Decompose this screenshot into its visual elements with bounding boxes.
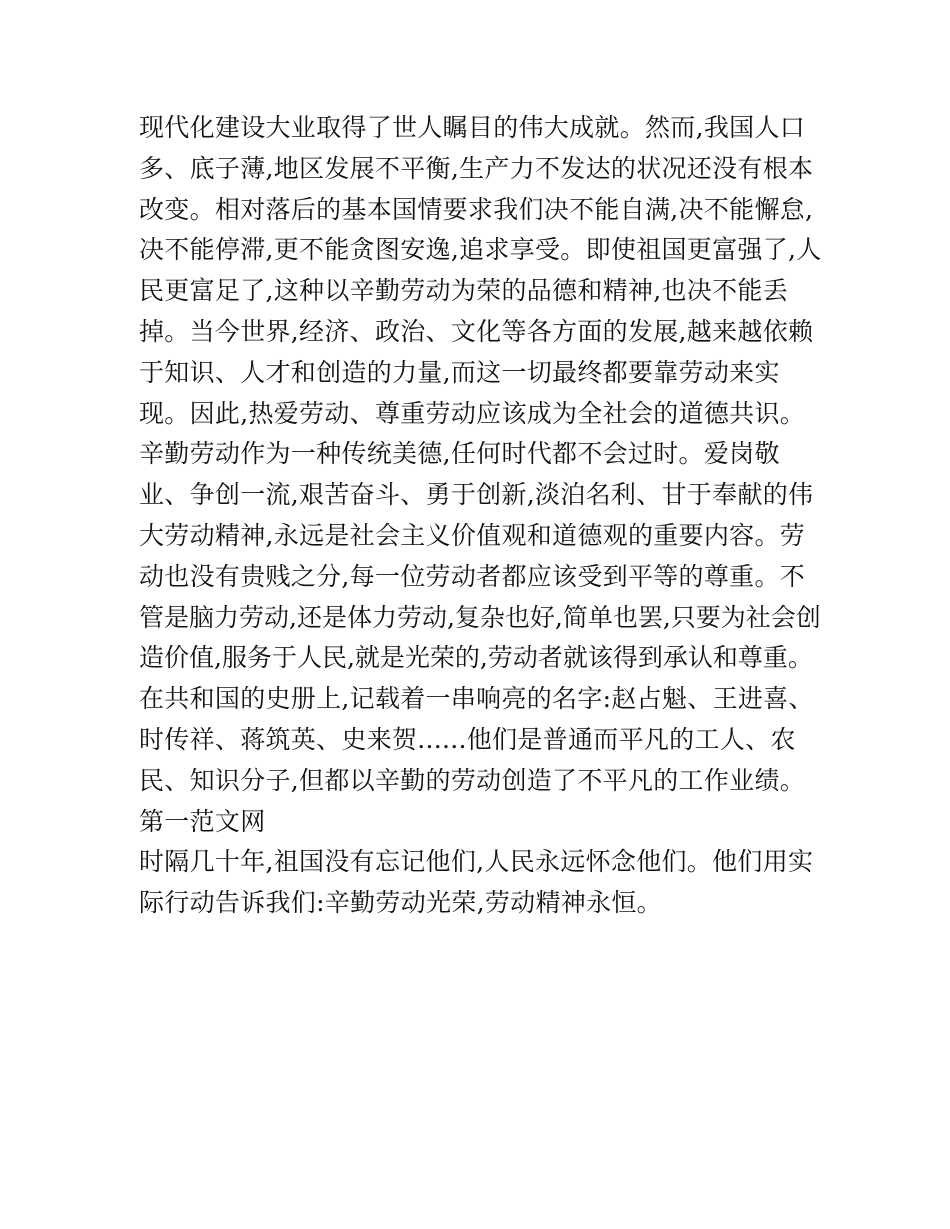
text-line: 动也没有贵贱之分,每一位劳动者都应该受到平等的尊重。不 — [139, 561, 806, 591]
text-line: 改变。相对落后的基本国情要求我们决不能自满,决不能懈怠, — [139, 194, 814, 224]
text-line: 大劳动精神,永远是社会主义价值观和道德观的重要内容。劳 — [139, 520, 806, 550]
text-line: 于知识、人才和创造的力量,而这一切最终都要靠劳动来实 — [139, 357, 780, 387]
text-line: 民、知识分子,但都以辛勤的劳动创造了不平凡的工作业绩。 — [139, 765, 806, 795]
text-line: 造价值,服务于人民,就是光荣的,劳动者就该得到承认和尊重。 — [139, 643, 813, 673]
text-line: 现。因此,热爱劳动、尊重劳动应该成为全社会的道德共识。 — [139, 398, 806, 428]
text-line: 现代化建设大业取得了世人瞩目的伟大成就。然而,我国人口 — [139, 113, 806, 142]
document-body — [139, 108, 839, 924]
text-line: 际行动告诉我们:辛勤劳动光荣,劳动精神永恒。 — [139, 888, 662, 918]
text-line: 业、争创一流,艰苦奋斗、勇于创新,淡泊名利、甘于奉献的伟 — [139, 480, 814, 510]
source-label: 第一范文网 — [139, 806, 266, 836]
text-line: 辛勤劳动作为一种传统美德,任何时代都不会过时。爱岗敬 — [139, 439, 780, 469]
text-line: 时隔几十年,祖国没有忘记他们,人民永远怀念他们。他们用实 — [139, 847, 814, 877]
text-line: 掉。当今世界,经济、政治、文化等各方面的发展,越来越依赖 — [139, 316, 814, 346]
text-line: 时传祥、蒋筑英、史来贺......他们是普通而平凡的工人、农 — [139, 724, 796, 754]
text-line: 管是脑力劳动,还是体力劳动,复杂也好,简单也罢,只要为社会创 — [139, 602, 821, 632]
text-line: 多、底子薄,地区发展不平衡,生产力不发达的状况还没有根本 — [139, 153, 814, 183]
text-line: 在共和国的史册上,记载着一串响亮的名字:赵占魁、王进喜、 — [139, 684, 814, 714]
text-line: 民更富足了,这种以辛勤劳动为荣的品德和精神,也决不能丢 — [139, 276, 788, 306]
text-line: 决不能停滞,更不能贪图安逸,追求享受。即使祖国更富强了,人 — [139, 235, 822, 265]
